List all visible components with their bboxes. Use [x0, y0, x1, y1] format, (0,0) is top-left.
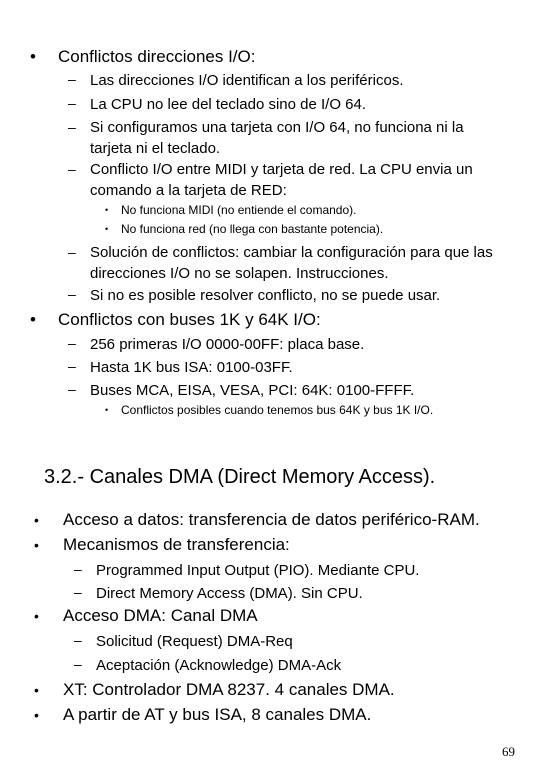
- list-item: 256 primeras I/O 0000-00FF: placa base.: [90, 336, 365, 353]
- section-heading: Conflictos direcciones I/O:: [58, 47, 256, 66]
- list-item: La CPU no lee del teclado sino de I/O 64.: [90, 96, 367, 113]
- list-item: Solución de conflictos: cambiar la configuración para que las direcciones I/O no se solapen. Instrucciones.: [90, 244, 493, 282]
- bullet-icon: •: [105, 224, 109, 234]
- dma-bullet: A partir de AT y bus ISA, 8 canales DMA.: [63, 705, 372, 724]
- dash-icon: –: [68, 335, 76, 351]
- dma-bullet: Acceso a datos: transferencia de datos periférico-RAM.: [63, 510, 480, 529]
- dma-bullet: Mecanismos de transferencia:: [63, 535, 290, 554]
- list-item: Buses MCA, EISA, VESA, PCI: 64K: 0100-FFFF.: [90, 382, 415, 399]
- dma-bullet: Acceso DMA: Canal DMA: [63, 606, 258, 625]
- dash-icon: –: [68, 244, 76, 260]
- bullet-icon: •: [34, 512, 39, 528]
- list-item: Solicitud (Request) DMA-Req: [96, 633, 293, 650]
- list-item: Hasta 1K bus ISA: 0100-03FF.: [90, 359, 293, 376]
- dash-icon: –: [74, 584, 82, 600]
- sub-list-item: No funciona MIDI (no entiende el comando).: [121, 203, 357, 217]
- page-number: 69: [502, 744, 515, 759]
- dash-icon: –: [68, 119, 76, 135]
- dash-icon: –: [68, 95, 76, 111]
- dash-icon: –: [74, 632, 82, 648]
- bullet-icon: •: [34, 537, 39, 553]
- bullet-icon: •: [30, 310, 36, 329]
- list-item: Direct Memory Access (DMA). Sin CPU.: [96, 585, 363, 602]
- dma-bullet: XT: Controlador DMA 8237. 4 canales DMA.: [63, 680, 395, 699]
- sub-list-item: Conflictos posibles cuando tenemos bus 64K y bus 1K I/O.: [121, 403, 434, 417]
- section-heading: Conflictos con buses 1K y 64K I/O:: [58, 310, 321, 329]
- dash-icon: –: [68, 358, 76, 374]
- dash-icon: –: [68, 381, 76, 397]
- dash-icon: –: [74, 561, 82, 577]
- section-title: 3.2.- Canales DMA (Direct Memory Access).: [44, 466, 436, 488]
- dash-icon: –: [74, 656, 82, 672]
- list-item: Programmed Input Output (PIO). Mediante CPU.: [96, 562, 420, 579]
- list-item: Si no es posible resolver conflicto, no se puede usar.: [90, 287, 441, 304]
- dash-icon: –: [68, 286, 76, 302]
- list-item: Aceptación (Acknowledge) DMA-Ack: [96, 657, 342, 674]
- dash-icon: –: [68, 161, 76, 177]
- bullet-icon: •: [30, 47, 36, 66]
- bullet-icon: •: [105, 405, 109, 415]
- bullet-icon: •: [34, 682, 39, 698]
- dash-icon: –: [68, 71, 76, 87]
- sub-list-item: No funciona red (no llega con bastante potencia).: [121, 222, 384, 236]
- list-item: Si configuramos una tarjeta con I/O 64, no funciona ni la tarjeta ni el teclado.: [90, 119, 464, 157]
- list-item: Conflicto I/O entre MIDI y tarjeta de red. La CPU envia un comando a la tarjeta de RED:: [90, 161, 473, 199]
- bullet-icon: •: [105, 205, 109, 215]
- bullet-icon: •: [34, 608, 39, 624]
- bullet-icon: •: [34, 707, 39, 723]
- list-item: Las direcciones I/O identifican a los periféricos.: [90, 72, 404, 89]
